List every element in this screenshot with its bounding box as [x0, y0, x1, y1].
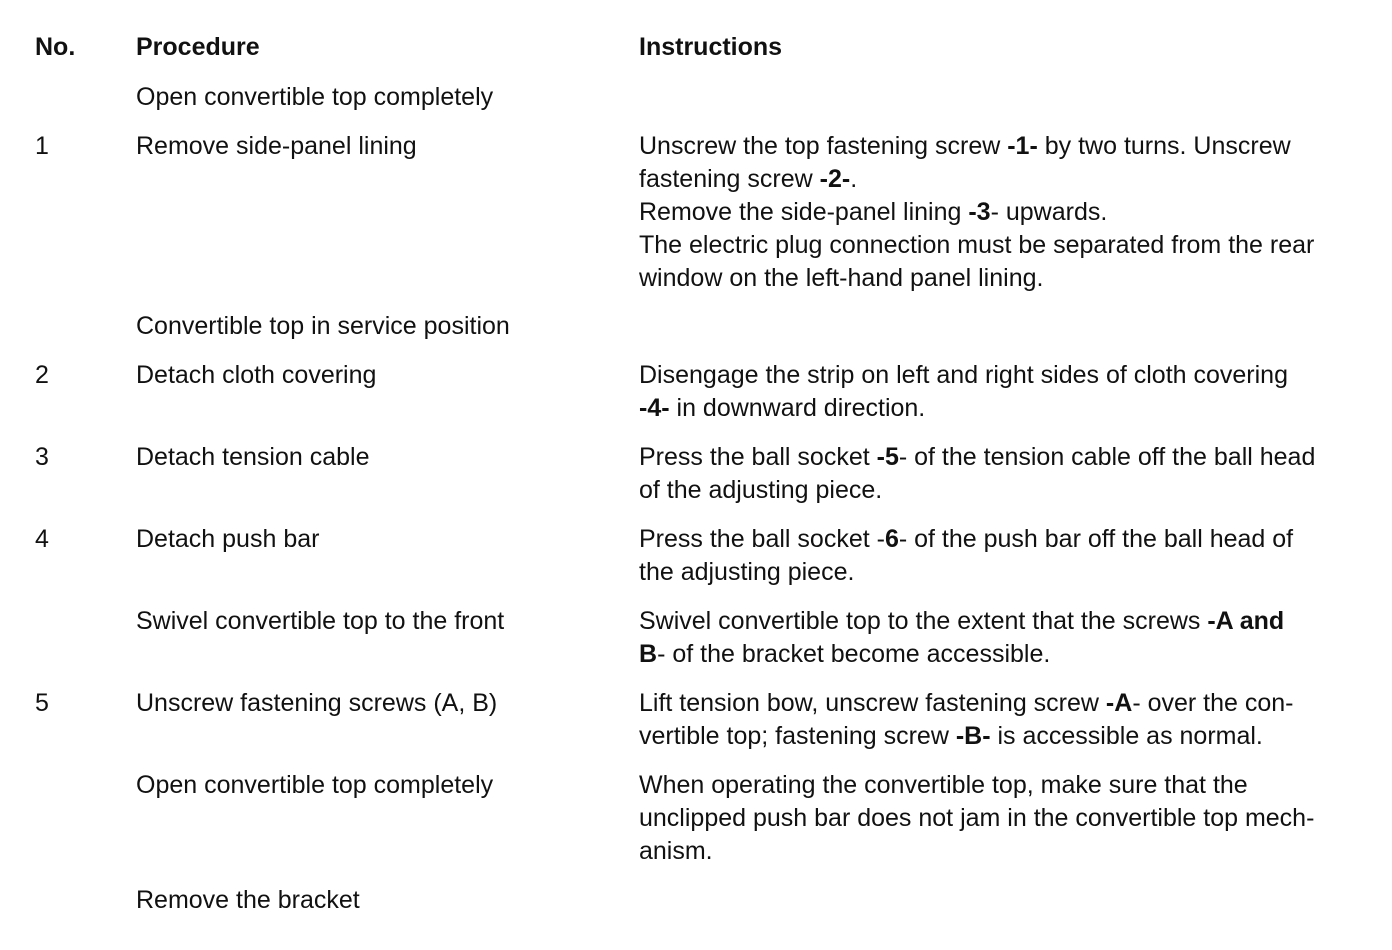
instruction-text: [639, 605, 1374, 671]
instruction-line: vertible top; fastening screw -B- is accessible as normal.: [639, 722, 1263, 750]
step-number: 3: [35, 443, 49, 471]
instruction-line: of the adjusting piece.: [639, 476, 883, 504]
procedure-text: Remove side-panel lining: [136, 132, 417, 160]
procedure-text: Convertible top in service position: [136, 312, 510, 340]
instruction-line: Disengage the strip on left and right sides of cloth covering: [639, 361, 1288, 389]
instruction-text: [639, 769, 1374, 868]
procedure-text: Open convertible top completely: [136, 771, 494, 799]
instruction-line: Unscrew the top fastening screw -1- by two turns. Unscrew: [639, 132, 1291, 160]
header-procedure: Procedure: [136, 33, 260, 61]
instruction-line: Press the ball socket -6- of the push bar off the ball head of: [639, 525, 1294, 553]
header-no: No.: [35, 33, 76, 61]
procedure-text: Unscrew fastening screws (A, B): [136, 689, 498, 717]
instruction-line: window on the left-hand panel lining.: [639, 264, 1044, 292]
instruction-line: Swivel convertible top to the extent that the screws -A and: [639, 607, 1285, 635]
header-instructions: Instructions: [639, 33, 783, 61]
instruction-line: anism.: [639, 837, 713, 865]
instruction-line: -4- in downward direction.: [639, 394, 926, 422]
step-number: 4: [35, 525, 49, 553]
instruction-line: fastening screw -2-.: [639, 165, 858, 193]
instruction-line: Lift tension bow, unscrew fastening screw -A- over the con-: [639, 689, 1294, 717]
procedure-text: Swivel convertible top to the front: [136, 607, 505, 635]
instruction-line: unclipped push bar does not jam in the convertible top mech-: [639, 804, 1315, 832]
step-number: 5: [35, 689, 49, 717]
procedure-text: Detach tension cable: [136, 443, 370, 471]
instruction-line: B- of the bracket become accessible.: [639, 640, 1051, 668]
instruction-line: When operating the convertible top, make sure that the: [639, 771, 1248, 799]
procedure-text: Detach cloth covering: [136, 361, 377, 389]
procedure-text: Open convertible top completely: [136, 83, 494, 111]
instruction-text: [639, 523, 1374, 589]
procedure-text: Detach push bar: [136, 525, 320, 553]
instruction-line: The electric plug connection must be separated from the rear: [639, 231, 1315, 259]
step-number: 1: [35, 132, 49, 160]
instruction-line: Remove the side-panel lining -3- upwards.: [639, 198, 1108, 226]
instruction-text: [639, 687, 1374, 753]
instruction-text: [639, 130, 1374, 295]
step-number: 2: [35, 361, 49, 389]
instruction-line: the adjusting piece.: [639, 558, 855, 586]
instruction-line: Press the ball socket -5- of the tension cable off the ball head: [639, 443, 1316, 471]
instruction-text: [639, 441, 1374, 507]
instruction-text: [639, 359, 1374, 425]
procedure-text: Remove the bracket: [136, 886, 360, 914]
